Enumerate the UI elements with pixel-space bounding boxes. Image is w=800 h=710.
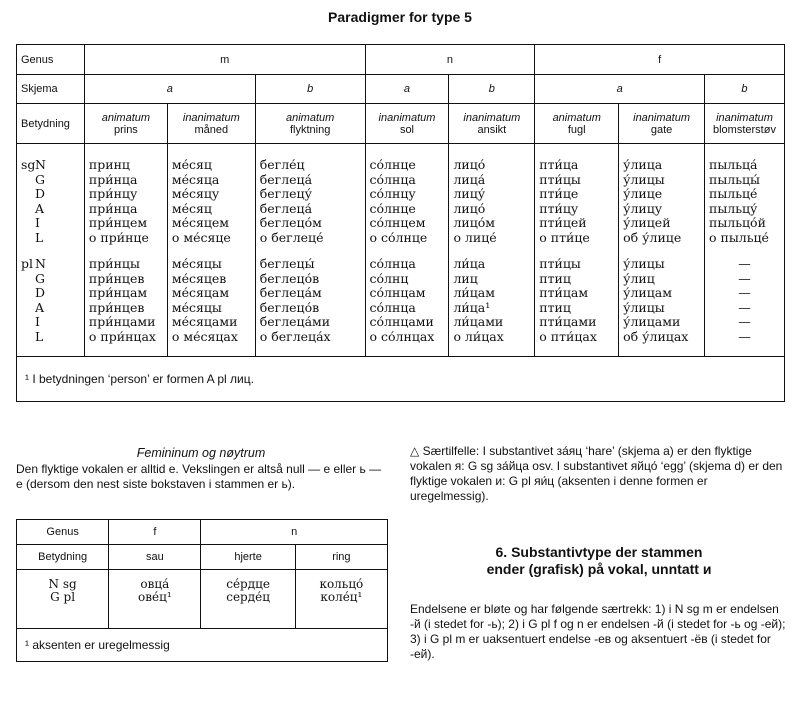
word-form: при́нца xyxy=(88,200,138,216)
form: кольцо́ xyxy=(319,577,364,591)
word-form: ме́сяцам xyxy=(171,285,230,300)
meaning-word: blomsterstøv xyxy=(713,123,776,136)
word-form: пти́цу xyxy=(539,200,579,216)
small-footnote: ¹ aksenten er uregelmessig xyxy=(17,629,388,662)
form-list xyxy=(709,257,780,344)
word-form: при́нцу xyxy=(88,186,138,201)
word-form: пыльцы́ xyxy=(708,171,760,187)
word-form: принц xyxy=(88,157,130,172)
form-list xyxy=(539,158,614,245)
word-form: ме́сяц xyxy=(171,157,212,172)
word-form: беглецо́в xyxy=(259,299,320,315)
word-form: пти́цы xyxy=(539,256,581,271)
small-betydning-row xyxy=(17,545,388,570)
word-form: пти́цам xyxy=(539,285,589,300)
case-letter: D xyxy=(35,186,46,201)
word-form: ме́сяцем xyxy=(171,215,230,230)
number-label: pl xyxy=(21,256,33,271)
word-form: беглецы́ xyxy=(259,256,315,271)
case-label xyxy=(21,216,80,231)
small-betydning-label: Betydning xyxy=(17,545,109,570)
animacy-label: animatum xyxy=(285,111,335,124)
case-label xyxy=(21,272,80,287)
word-form: лицу́ xyxy=(453,186,486,201)
small-col xyxy=(109,570,201,629)
word-form: у́лицы xyxy=(623,171,665,187)
word-form: пти́це xyxy=(539,186,579,201)
word-form: птиц xyxy=(539,299,571,315)
form-list xyxy=(370,158,445,245)
small-body-row xyxy=(17,570,388,629)
small-col xyxy=(201,570,295,629)
animacy-label: inanimatum xyxy=(463,111,521,124)
word-form: беглецо́м xyxy=(259,215,322,230)
sg-col xyxy=(449,144,535,252)
animacy-label: inanimatum xyxy=(378,111,436,124)
word-form: о ме́сяце xyxy=(171,229,231,245)
meaning-word: måned xyxy=(194,123,229,136)
word-form: беглеца́ xyxy=(259,171,313,187)
form-list xyxy=(453,158,530,245)
word-form: — xyxy=(738,328,751,344)
pl-col xyxy=(619,251,705,357)
small-paradigm-table xyxy=(16,519,388,662)
meaning-cell xyxy=(704,104,784,144)
form-list xyxy=(260,257,361,344)
case-letter: D xyxy=(35,285,46,300)
case-list xyxy=(21,158,80,245)
word-form: лицо́ xyxy=(453,200,486,216)
meaning-word: gate xyxy=(650,123,673,136)
pl-col xyxy=(167,251,255,357)
small-footnote-row xyxy=(17,629,388,662)
word-form: о при́нцах xyxy=(88,328,156,344)
word-form: пти́цами xyxy=(539,314,597,329)
word-form: о пти́це xyxy=(539,229,590,245)
form-list xyxy=(623,257,700,344)
form-list xyxy=(260,158,361,245)
meaning-word: flyktning xyxy=(289,123,331,136)
form-list xyxy=(89,257,163,344)
word-form: — xyxy=(738,270,751,286)
word-form: при́нцем xyxy=(88,215,148,230)
word-form: — xyxy=(738,314,751,329)
section-heading xyxy=(410,544,788,578)
form-list xyxy=(89,158,163,245)
sg-col xyxy=(619,144,705,252)
meaning-word: sol xyxy=(399,123,414,136)
word-form: у́лицы xyxy=(623,299,665,315)
sg-col xyxy=(535,144,619,252)
word-form: — xyxy=(738,285,751,300)
skjema-n-a: a xyxy=(365,75,449,104)
word-form: о при́нце xyxy=(88,229,149,245)
special-case-note: △ Særtilfelle: I substantivet за́яц ‘hare’ (skjema a) er den flyktige vokalen я: G sg за́йца osv. I substantivet яйцо́ ‘egg’ (skjema d) er den flyktige vokalen и: G pl яи́ц (aksenten i denne formen er uregelmessig). xyxy=(410,444,783,503)
word-form: об у́лицах xyxy=(623,328,689,344)
word-form: беглеца́ми xyxy=(259,314,331,329)
word-form: ли́ца xyxy=(453,256,486,271)
word-form: ме́сяцами xyxy=(171,314,238,329)
case-label: N sg xyxy=(48,577,77,591)
skjema-label: Skjema xyxy=(17,75,85,104)
sg-col xyxy=(255,144,365,252)
word-form: у́лиц xyxy=(623,270,655,286)
word-form: лиц xyxy=(453,270,478,286)
case-label xyxy=(21,231,80,246)
word-form: у́лицами xyxy=(623,314,681,329)
small-meaning: hjerte xyxy=(201,545,295,570)
paradigm-table xyxy=(16,44,785,402)
word-form: при́нца xyxy=(88,171,138,187)
case-label xyxy=(21,315,80,330)
word-form: ли́ца¹ xyxy=(453,299,491,315)
word-form: со́лнца xyxy=(369,299,416,315)
word-form: пти́ца xyxy=(539,157,579,172)
meaning-cell xyxy=(619,104,705,144)
word-form: пыльцу́ xyxy=(708,200,758,216)
form-list xyxy=(709,158,780,245)
word-form: о лице́ xyxy=(453,229,497,245)
word-form: у́лицу xyxy=(623,200,663,216)
case-label xyxy=(21,301,80,316)
word-form: о пти́цах xyxy=(539,328,597,344)
word-form: о ме́сяцах xyxy=(171,328,238,344)
word-form: беглецу́ xyxy=(259,186,312,201)
word-form: ме́сяцы xyxy=(171,299,222,315)
plural-case-labels xyxy=(17,251,85,357)
word-form: при́нцев xyxy=(88,299,145,315)
case-label: G pl xyxy=(50,590,76,604)
case-label xyxy=(21,173,80,188)
word-form: ме́сяца xyxy=(171,171,220,187)
word-form: у́лицей xyxy=(623,215,671,230)
word-form: об у́лице xyxy=(623,229,682,245)
fem-neuter-text: Den flyktige vokalen er alltid е. Vekslingen er altså null — е eller ь — е (dersom den nest siste bokstaven i stammen er ь). xyxy=(16,462,382,491)
case-label xyxy=(21,257,80,272)
form: се́рдце xyxy=(226,577,270,591)
small-genus-f: f xyxy=(109,520,201,545)
small-genus-label: Genus xyxy=(17,520,109,545)
word-form: ме́сяцев xyxy=(171,270,227,286)
small-col xyxy=(295,570,387,629)
meaning-word: fugl xyxy=(567,123,586,136)
word-form: со́лнце xyxy=(369,157,416,172)
word-form: ме́сяц xyxy=(171,200,212,216)
footnote-row xyxy=(17,357,785,402)
skjema-n-b: b xyxy=(449,75,535,104)
sg-col xyxy=(704,144,784,252)
word-form: лица́ xyxy=(453,171,486,187)
skjema-f-a: a xyxy=(535,75,705,104)
form-list xyxy=(539,257,614,344)
word-form: пыльца́ xyxy=(708,157,758,172)
small-meaning: sau xyxy=(109,545,201,570)
word-form: — xyxy=(738,256,751,271)
word-form: ли́цам xyxy=(453,285,495,300)
meaning-cell xyxy=(167,104,255,144)
case-label xyxy=(21,286,80,301)
sg-col xyxy=(365,144,449,252)
small-genus-row xyxy=(17,520,388,545)
genus-n: n xyxy=(365,45,535,75)
meaning-cell xyxy=(535,104,619,144)
word-form: о со́лнцах xyxy=(369,328,435,344)
word-form: бегле́ц xyxy=(259,157,305,172)
form: ове́ц¹ xyxy=(138,590,172,604)
plural-block xyxy=(17,251,785,357)
word-form: лицо́ xyxy=(453,157,486,172)
form-list xyxy=(623,158,700,245)
word-form: у́лицам xyxy=(623,285,672,300)
word-form: со́лнцам xyxy=(369,285,426,300)
case-letter: A xyxy=(35,200,45,216)
pl-col xyxy=(535,251,619,357)
case-letter: N xyxy=(35,157,46,172)
case-letter: I xyxy=(35,314,40,329)
pl-col xyxy=(704,251,784,357)
form-list xyxy=(453,257,530,344)
word-form: пти́цы xyxy=(539,171,581,187)
case-list xyxy=(21,257,80,344)
form-list xyxy=(172,158,251,245)
word-form: пыльцо́й xyxy=(708,215,766,230)
pl-col xyxy=(255,251,365,357)
case-letter: L xyxy=(35,229,44,245)
word-form: ме́сяцу xyxy=(171,186,220,201)
skjema-m-a: a xyxy=(84,75,255,104)
skjema-m-b: b xyxy=(255,75,365,104)
word-form: о беглеца́х xyxy=(259,328,331,344)
genus-m: m xyxy=(84,45,365,75)
case-letter: G xyxy=(35,171,45,187)
animacy-label: inanimatum xyxy=(633,111,690,124)
word-form: у́лице xyxy=(623,186,663,201)
word-form: со́лнцами xyxy=(369,314,434,329)
fem-neuter-heading: Femininum og nøytrum xyxy=(136,446,266,460)
case-letter: L xyxy=(35,328,44,344)
word-form: пти́цей xyxy=(539,215,587,230)
meaning-cell xyxy=(255,104,365,144)
number-label: sg xyxy=(21,157,36,172)
word-form: лицо́м xyxy=(453,215,495,230)
case-label xyxy=(21,158,80,173)
pl-col xyxy=(84,251,167,357)
word-form: беглеца́м xyxy=(259,285,322,300)
small-genus-n: n xyxy=(201,520,388,545)
singular-case-labels xyxy=(17,144,85,252)
word-form: у́лица xyxy=(623,157,663,172)
singular-block xyxy=(17,144,785,252)
betydning-row xyxy=(17,104,785,144)
genus-row xyxy=(17,45,785,75)
skjema-f-b: b xyxy=(704,75,784,104)
genus-label: Genus xyxy=(17,45,85,75)
footnote: ¹ I betydningen ‘person’ er formen A pl лиц. xyxy=(17,357,785,402)
word-form: птиц xyxy=(539,270,571,286)
word-form: о ли́цах xyxy=(453,328,504,344)
meaning-word: prins xyxy=(113,123,138,136)
form: коле́ц¹ xyxy=(320,590,363,604)
case-letter: G xyxy=(35,270,45,286)
meaning-cell xyxy=(84,104,167,144)
word-form: при́нцев xyxy=(88,270,145,286)
word-form: у́лицы xyxy=(623,256,665,271)
sg-col xyxy=(84,144,167,252)
word-form: со́лнц xyxy=(369,270,409,286)
small-case-labels xyxy=(17,570,109,629)
form: овца́ xyxy=(140,577,170,591)
word-form: беглеца́ xyxy=(259,200,313,216)
word-form: ме́сяцы xyxy=(171,256,222,271)
word-form: — xyxy=(738,299,751,315)
word-form: ли́цами xyxy=(453,314,504,329)
word-form: беглецо́в xyxy=(259,270,320,286)
animacy-label: inanimatum xyxy=(716,111,773,124)
pl-col xyxy=(365,251,449,357)
case-letter: A xyxy=(35,299,45,315)
skjema-row xyxy=(17,75,785,104)
section-text: Endelsene er bløte og har følgende særtrekk: 1) i N sg m er endelsen -й (i stedet for -ь); 2) i G pl f og n er endelsen -й (i stedet for -ь og -ей); 3) i G pl m er uaksentuert endelse -ев og aksentuert -ёв (i stedet for -ей). xyxy=(410,602,786,661)
word-form: со́лнца xyxy=(369,171,416,187)
case-letter: I xyxy=(35,215,40,230)
case-label xyxy=(21,330,80,345)
form: серде́ц xyxy=(226,590,270,604)
form-list xyxy=(370,257,445,344)
word-form: со́лнца xyxy=(369,256,416,271)
word-form: о со́лнце xyxy=(369,229,428,245)
small-meaning: ring xyxy=(295,545,387,570)
word-form: со́лнце xyxy=(369,200,416,216)
form-list xyxy=(172,257,251,344)
section-heading-line: 6. Substantivtype der stammen xyxy=(495,544,703,560)
meaning-cell xyxy=(365,104,449,144)
word-form: со́лнцу xyxy=(369,186,416,201)
animacy-label: inanimatum xyxy=(182,111,240,124)
meaning-word: ansikt xyxy=(477,123,507,136)
word-form: о пыльце́ xyxy=(708,229,769,245)
animacy-label: animatum xyxy=(101,111,151,124)
case-label xyxy=(21,202,80,217)
word-form: при́нцы xyxy=(88,256,140,271)
section-heading-line: ender (grafisk) på vokal, unntatt и xyxy=(486,561,712,577)
animacy-label: animatum xyxy=(552,111,601,124)
page-title: Paradigmer for type 5 xyxy=(328,9,472,25)
word-form: со́лнцем xyxy=(369,215,426,230)
pl-col xyxy=(449,251,535,357)
word-form: при́нцами xyxy=(88,314,156,329)
word-form: о беглеце́ xyxy=(259,229,324,245)
betydning-label: Betydning xyxy=(17,104,85,144)
sg-col xyxy=(167,144,255,252)
word-form: пыльце́ xyxy=(708,186,758,201)
genus-f: f xyxy=(535,45,785,75)
case-letter: N xyxy=(35,256,46,271)
meaning-cell xyxy=(449,104,535,144)
case-label xyxy=(21,187,80,202)
word-form: при́нцам xyxy=(88,285,148,300)
